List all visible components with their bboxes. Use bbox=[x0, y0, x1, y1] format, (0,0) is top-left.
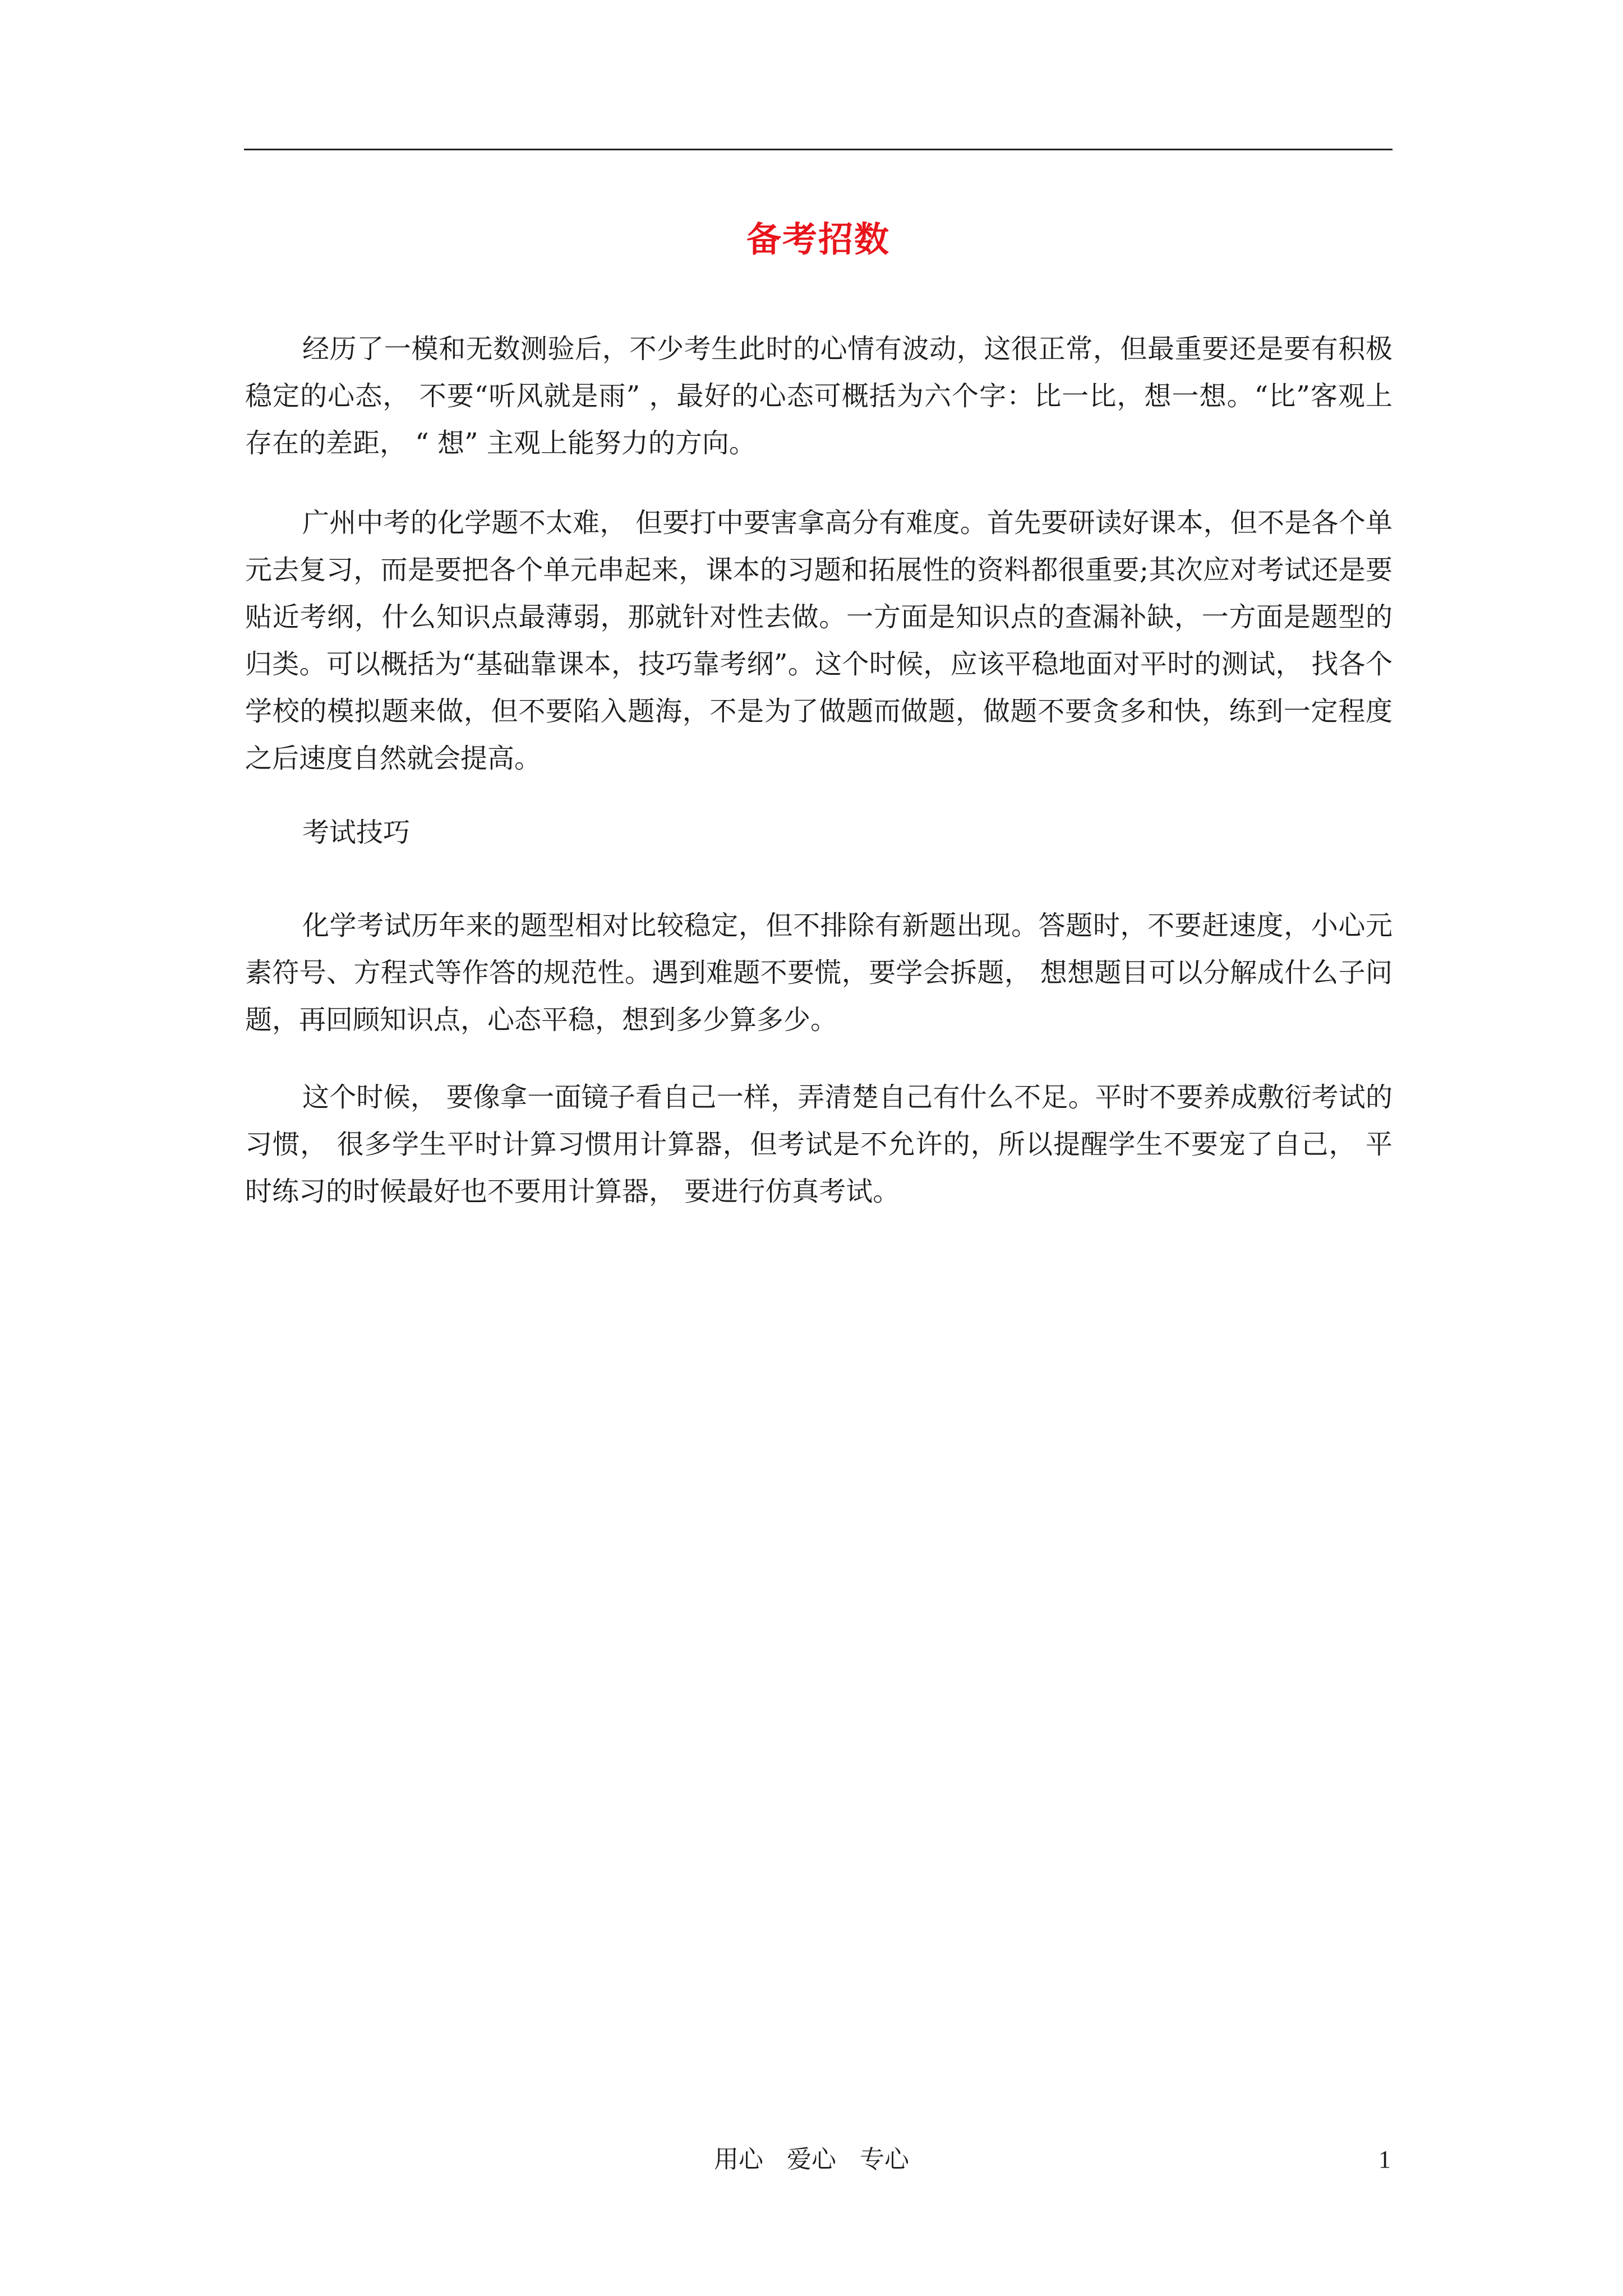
header-rule bbox=[244, 149, 1393, 150]
section-heading-exam-tips: 考试技巧 bbox=[302, 817, 411, 848]
document-title: 备考招数 bbox=[746, 219, 890, 260]
footer-motto: 用心 爱心 专心 bbox=[714, 2145, 909, 2174]
paragraph-study-strategy: 广州中考的化学题不太难， 但要打中要害拿高分有难度。首先要研读好课本，但不是各个单元去复习，而是要把各个单元串起来，课本的习题和拓展性的资料都很重要;其次应对考试还是要贴近考纲，什么知识点最薄弱，那就针对性去做。一方面是知识点的查漏补缺，一方面是题型的归类。可以概括为“基础靠课本，技巧靠考纲”。这个时候，应该平稳地面对平时的测试， 找各个学校的模拟题来做，但不要陷入题海，不是为了做题而做题，做题不要贪多和快，练到一定程度之后速度自然就会提高。 bbox=[245, 507, 1393, 774]
paragraph-exam-tips: 化学考试历年来的题型相对比较稳定，但不排除有新题出现。答题时，不要赶速度，小心元素符号、方程式等作答的规范性。遇到难题不要慌，要学会拆题， 想想题目可以分解成什么子问题，再回顾知识点，心态平稳，想到多少算多少。 bbox=[245, 910, 1393, 1036]
page-number: 1 bbox=[1378, 2146, 1391, 2173]
paragraph-mindset: 经历了一模和无数测验后，不少考生此时的心情有波动，这很正常，但最重要还是要有积极稳定的心态， 不要“听风就是雨” ，最好的心态可概括为六个字：比一比，想一想。“比”客观上存在的差距， “ 想” 主观上能努力的方向。 bbox=[245, 333, 1393, 459]
paragraph-self-reflection: 这个时候， 要像拿一面镜子看自己一样，弄清楚自己有什么不足。平时不要养成敷衍考试的习惯， 很多学生平时计算习惯用计算器，但考试是不允许的，所以提醒学生不要宠了自己， 平时练习的时候最好也不要用计算器， 要进行仿真考试。 bbox=[245, 1082, 1393, 1207]
